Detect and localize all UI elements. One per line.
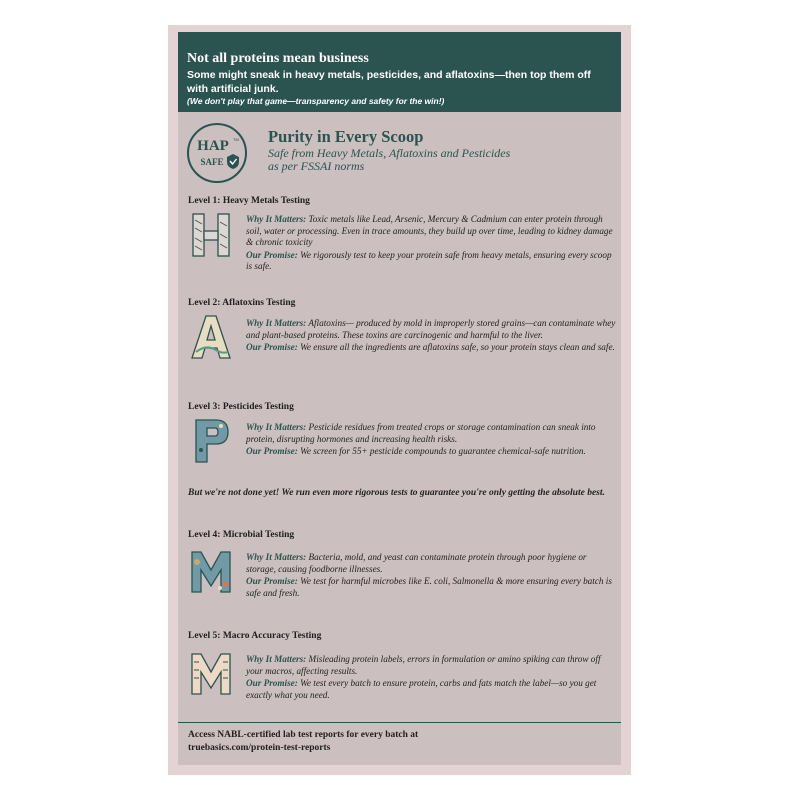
- level-4-promise: We test for harmful microbes like E. coli, Salmonella & more ensuring every batch is safe and fresh.: [246, 576, 612, 598]
- promise-label: Our Promise:: [246, 342, 298, 352]
- letter-p-illustration-icon: [190, 418, 232, 464]
- promise-label: Our Promise:: [246, 576, 298, 586]
- level-3-text: [246, 422, 616, 458]
- promise-label: Our Promise:: [246, 446, 298, 456]
- level-4-why: Bacteria, mold, and yeast can contaminate protein through poor hygiene or storage, causing foodborne illnesses.: [246, 552, 587, 574]
- interlude-text: But we're not done yet! We run even more rigorous tests to guarantee you're only getting the absolute best.: [188, 488, 605, 498]
- badge-hap-text: HAP: [197, 138, 229, 154]
- level-1-title: Level 1: Heavy Metals Testing: [188, 196, 310, 206]
- level-2-why: Aflatoxins— produced by mold in improperly stored grains—can contaminate whey and plant-based proteins. These toxins are carcinogenic and harmful to the liver.: [246, 318, 616, 340]
- letter-m-macro-illustration-icon: [190, 650, 232, 696]
- why-label: Why It Matters:: [246, 214, 307, 224]
- why-label: Why It Matters:: [246, 552, 307, 562]
- promise-label: Our Promise:: [246, 678, 298, 688]
- banner-subtitle: Some might sneak in heavy metals, pesticides, and aflatoxins—then top them off with artificial junk.: [187, 69, 591, 95]
- level-5-promise: We test every batch to ensure protein, carbs and fats match the label—so you get exactly what you need.: [246, 678, 597, 700]
- why-label: Why It Matters:: [246, 654, 307, 664]
- banner-note: (We don't play that game—transparency and safety for the win!): [187, 96, 445, 106]
- level-4-title: Level 4: Microbial Testing: [188, 530, 295, 540]
- footer-divider: [178, 722, 621, 723]
- letter-h-illustration-icon: [190, 212, 232, 258]
- hap-safe-badge-icon: [186, 122, 248, 184]
- section-subtitle-line2: as per FSSAI norms: [268, 159, 365, 173]
- letter-m-microbial-illustration-icon: [190, 548, 232, 594]
- letter-a-illustration-icon: [190, 314, 232, 360]
- level-2-text: [246, 318, 616, 354]
- level-4-text: [246, 552, 616, 599]
- section-title: Purity in Every Scoop: [268, 127, 424, 146]
- level-1-promise: We rigorously test to keep your protein safe from heavy metals, ensuring every scoop is safe.: [246, 249, 612, 271]
- footer-link[interactable]: truebasics.com/protein-test-reports: [188, 743, 331, 753]
- banner-title: Not all proteins mean business: [187, 51, 369, 66]
- section-subtitle: [268, 147, 568, 173]
- top-banner: [178, 32, 621, 112]
- level-1-why: Toxic metals like Lead, Arsenic, Mercury & Cadmium can enter protein through soil, water or processing. Even in trace amounts, they build up over time, leading to kidney damage & chronic toxicity: [246, 214, 613, 247]
- why-label: Why It Matters:: [246, 422, 307, 432]
- promise-label: Our Promise:: [246, 249, 298, 260]
- why-label: Why It Matters:: [246, 318, 307, 328]
- footer-line-1: Access NABL-certified lab test reports for every batch at: [188, 730, 419, 740]
- level-3-promise: We screen for 55+ pesticide compounds to guarantee chemical-safe nutrition.: [300, 446, 586, 456]
- level-3-why: Pesticide residues from treated crops or storage contamination can sneak into protein, disrupting hormones and increasing health risks.: [246, 422, 596, 444]
- section-subtitle-line1: Safe from Heavy Metals, Aflatoxins and Pesticides: [268, 146, 511, 160]
- level-2-promise: We ensure all the ingredients are aflatoxins safe, so your protein stays clean and safe.: [300, 342, 615, 352]
- level-5-text: [246, 654, 616, 701]
- badge-safe-text: SAFE: [200, 157, 224, 167]
- level-5-why: Misleading protein labels, errors in formulation or amino spiking can throw off your macros, affecting results.: [246, 654, 601, 676]
- level-5-title: Level 5: Macro Accuracy Testing: [188, 631, 322, 641]
- badge-tm-text: TM: [233, 137, 239, 142]
- level-1-text: [246, 214, 616, 273]
- level-3-title: Level 3: Pesticides Testing: [188, 402, 294, 412]
- footer: [188, 729, 418, 755]
- level-2-title: Level 2: Aflatoxins Testing: [188, 298, 296, 308]
